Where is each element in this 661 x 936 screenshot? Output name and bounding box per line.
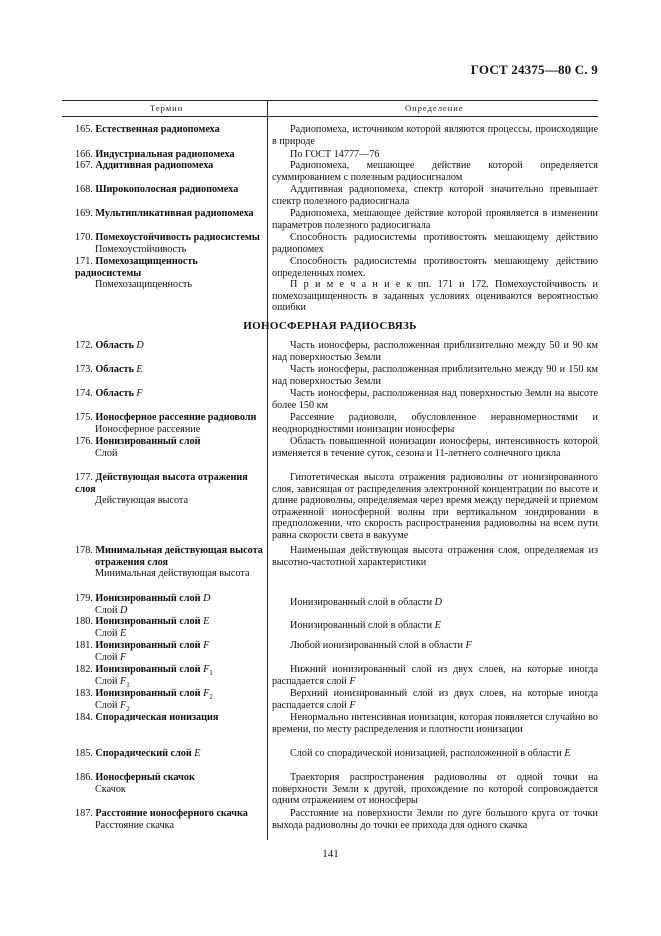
term-cell: 184. Спорадическая ионизация [75,712,219,723]
term-cell: 172. Область D [75,340,144,351]
definition-cell: Часть ионосферы, расположенная приблизительно между 90 и 150 км над поверхностью Земли [272,364,598,387]
definition-cell: Способность радиосистемы противостоять мешающему действию определенных помех. П р и м е ч а н и е к пп. 171 и 172. Помехоустойчивость и помехозащищенность в заданных условиях оцениваются вероятностью ошибки [272,256,598,314]
term-cell: 165. Естественная радиопомеха [75,124,220,135]
definition-cell: Верхний ионизированный слой из двух слоев, на которые иногда распадается слой F [272,688,598,711]
definition-cell: Часть ионосферы, расположенная приблизительно между 50 и 90 км над поверхностью Земли [272,340,598,363]
definition-cell: Аддитивная радиопомеха, спектр которой значительно превышает спектр полезного радиосигнала [272,184,598,207]
term-cell: 173. Область E [75,364,143,375]
definition-cell: Любой ионизированный слой в области F [290,640,472,651]
term-cell: 176. Ионизированный слой Слой [75,436,201,459]
definition-cell: Нижний ионизированный слой из двух слоев, на которые иногда распадается слой F [272,664,598,687]
definition-cell: Область повышенной ионизации ионосферы, интенсивность которой изменяется в течение суток, сезона и 11-летнего солнечного цикла [272,436,598,459]
definition-cell: Траектория распространения радиоволны от одной точки на поверхности Земли к другой, прохождение по которой сопровождается одним отражением от ионосферы [272,772,598,807]
definition-cell: Часть ионосферы, расположенная над поверхностью Земли на высоте более 150 км [272,388,598,411]
term-cell: 174. Область F [75,388,143,399]
note-text: П р и м е ч а н и е к пп. 171 и 172. Помехоустойчивость и помехозащищенность в заданных условиях оцениваются вероятностью ошибки [272,279,598,314]
column-header-definition: Определение [405,103,464,113]
definition-cell: Ионизированный слой в области D [290,597,442,608]
term-cell: 169. Мультипликативная радиопомеха [75,208,254,219]
definition-cell: Ионизированный слой в области E [290,620,441,631]
term-cell: 182. Ионизированный слой $F_1$ Слой $F_1$ [75,664,213,689]
table-header-rule [62,116,598,117]
term-cell: 181. Ионизированный слой F Слой F [75,640,210,663]
term-cell: 167. Аддитивная радиопомеха [75,160,214,171]
section-title: ИОНОСФЕРНАЯ РАДИОСВЯЗЬ [243,320,417,332]
term-cell: 185. Спорадический слой E [75,748,201,759]
definition-cell: Наименьшая действующая высота отражения слоя, определяемая из высотно-частотной характеристики [272,545,598,568]
definition-cell: По ГОСТ 14777—76 [290,149,380,160]
definition-cell: Радиопомеха, мешающее действие которой определяется суммированием с полезным радиосигналом [272,160,598,183]
definition-cell: Радиопомеха, источником которой являются процессы, происходящие в природе [272,124,598,147]
definition-cell: Расстояние на поверхности Земли по дуге большого круга от точки выхода радиоволны до точки ее прихода для одного скачка [272,808,598,831]
definition-cell: Радиопомеха, мешающее действие которой проявляется в изменении параметров полезного радиосигнала [272,208,598,231]
term-cell: 170. Помехоустойчивость радиосистемы Помехоустойчивость [75,232,260,255]
term-cell: 178. Минимальная действующая высота отражения слоя Минимальная действующая высота [75,545,263,580]
definition-cell: Способность радиосистемы противостоять мешающему действию радиопомех [272,232,598,255]
term-cell: 166. Индустриальная радиопомеха [75,149,235,160]
definition-cell: Гипотетическая высота отражения радиоволны от ионизированного слоя, зависящая от распределения электронной концентрации по высоте и длине радиоволны, определяемая через время между передачей и приемом отраженной ионосферной волны при вертикальном зондировании в предположении, что скорость распространения радиоволны на всем пути равна скорости света в вакууме [272,472,598,541]
definition-cell: Слой со спорадической ионизацией, расположенной в области E [290,748,571,759]
term-cell: 186. Ионосферный скачок Скачок [75,772,195,795]
term-cell: 177. Действующая высота отражения слоя Действующая высота [75,472,248,507]
page-header: ГОСТ 24375—80 С. 9 [470,62,598,77]
term-cell: 180. Ионизированный слой E Слой E [75,616,210,639]
column-divider [267,100,268,840]
definition-cell: Рассеяние радиоволн, обусловленное неравномерностями и неоднородностями ионизации ионосферы [272,412,598,435]
table-top-rule [62,100,598,101]
term-cell: 171. Помехозащищенность радиосистемы Помехозащищенность [75,256,198,291]
page-number: 141 [322,848,339,860]
column-header-term: Термин [150,103,184,113]
definition-cell: Ненормально интенсивная ионизация, которая появляется случайно во времени, по месту распределения и плотности ионизации [272,712,598,735]
term-cell: 168. Широкополосная радиопомеха [75,184,239,195]
term-cell: 175. Ионосферное рассеяние радиоволн Ионосферное рассеяние [75,412,257,435]
term-cell: 187. Расстояние ионосферного скачка Расстояние скачка [75,808,248,831]
term-cell: 183. Ионизированный слой $F_2$ Слой $F_2$ [75,688,213,713]
term-cell: 179. Ионизированный слой D Слой D [75,593,211,616]
